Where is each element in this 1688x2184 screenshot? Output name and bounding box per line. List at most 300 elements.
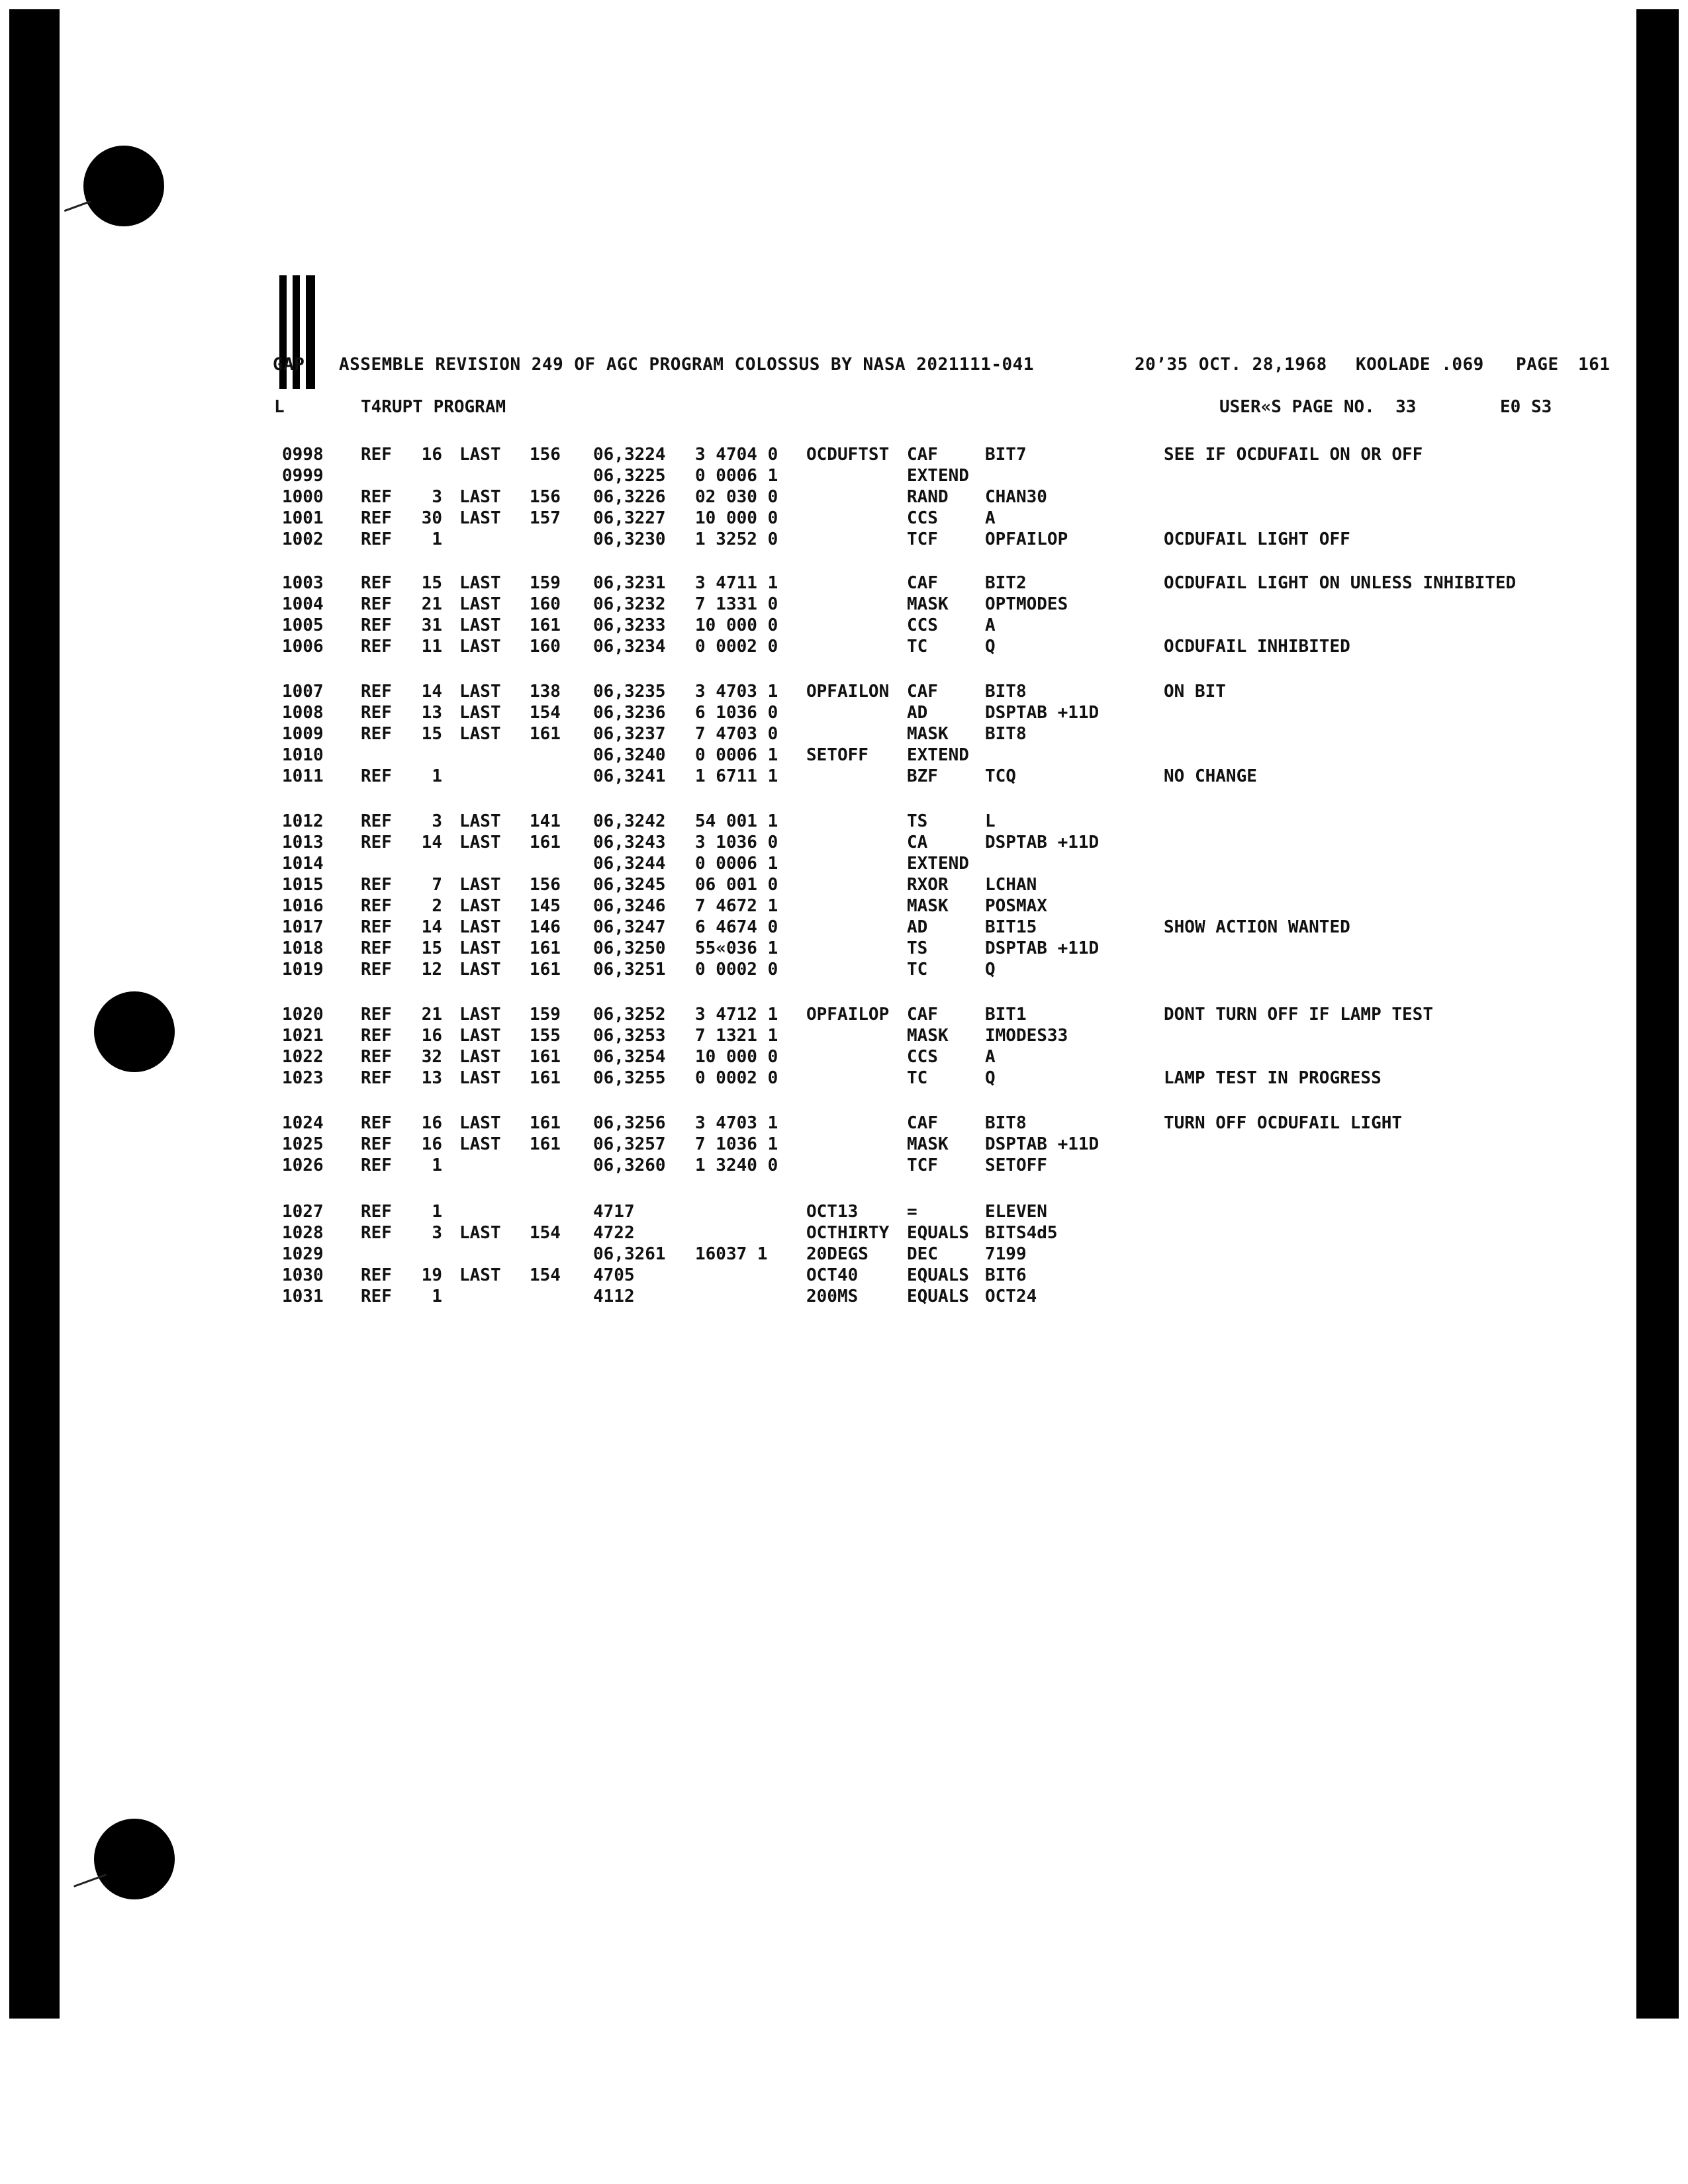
- last-keyword: LAST: [459, 960, 501, 979]
- opcode: CCS: [907, 1047, 938, 1067]
- last-keyword: LAST: [459, 703, 501, 723]
- last-page: 161: [530, 938, 561, 958]
- last-keyword: LAST: [459, 1134, 501, 1154]
- left-scan-border: [9, 9, 60, 2019]
- line-number: 1019: [282, 960, 324, 979]
- assembly-timestamp: 20’35 OCT. 28,1968: [1135, 355, 1327, 375]
- line-number: 1031: [282, 1287, 324, 1306]
- operand: 7199: [985, 1244, 1027, 1264]
- address: 06,3256: [593, 1113, 666, 1133]
- koolade-version: KOOLADE .069: [1356, 355, 1484, 375]
- octal-code: 7 1331 0: [695, 594, 778, 614]
- symbol-label: OPFAILON: [806, 682, 890, 702]
- opcode: AD: [907, 917, 928, 937]
- ref-keyword: REF: [361, 445, 392, 465]
- comment: ON BIT: [1164, 682, 1226, 702]
- address: 06,3244: [593, 854, 666, 874]
- comment: OCDUFAIL INHIBITED: [1164, 637, 1350, 657]
- line-number: 1029: [282, 1244, 324, 1264]
- operand: OPFAILOP: [985, 529, 1068, 549]
- program-title: T4RUPT PROGRAM: [361, 397, 506, 417]
- opcode: TS: [907, 938, 928, 958]
- sheet-code: E0 S3: [1500, 397, 1552, 417]
- opcode: EQUALS: [907, 1265, 969, 1285]
- last-page: 160: [530, 637, 561, 657]
- octal-code: 3 4703 1: [695, 1113, 778, 1133]
- line-number: 1004: [282, 594, 324, 614]
- operand: DSPTAB +11D: [985, 703, 1100, 723]
- line-number: 1023: [282, 1068, 324, 1088]
- opcode: DEC: [907, 1244, 938, 1264]
- operand: A: [985, 615, 996, 635]
- operand: Q: [985, 637, 996, 657]
- comment: OCDUFAIL LIGHT ON UNLESS INHIBITED: [1164, 573, 1517, 593]
- opcode: TC: [907, 1068, 928, 1088]
- line-number: 1027: [282, 1202, 324, 1222]
- last-keyword: LAST: [459, 1026, 501, 1046]
- operand: A: [985, 1047, 996, 1067]
- symbol-label: OCT40: [806, 1265, 859, 1285]
- ref-count: 16: [421, 445, 442, 465]
- address: 06,3254: [593, 1047, 666, 1067]
- page-number: 161: [1578, 355, 1611, 375]
- ref-keyword: REF: [361, 766, 392, 786]
- last-page: 146: [530, 917, 561, 937]
- octal-code: 10 000 0: [695, 508, 778, 528]
- opcode: AD: [907, 703, 928, 723]
- octal-code: 3 4703 1: [695, 682, 778, 702]
- last-keyword: LAST: [459, 875, 501, 895]
- last-page: 161: [530, 960, 561, 979]
- operand: L: [985, 811, 996, 831]
- address: 4705: [593, 1265, 635, 1285]
- comment: SEE IF OCDUFAIL ON OR OFF: [1164, 445, 1423, 465]
- line-number: 1015: [282, 875, 324, 895]
- address: 06,3257: [593, 1134, 666, 1154]
- operand: BIT2: [985, 573, 1027, 593]
- octal-code: 7 1036 1: [695, 1134, 778, 1154]
- ref-keyword: REF: [361, 811, 392, 831]
- opcode: CCS: [907, 508, 938, 528]
- address: 06,3234: [593, 637, 666, 657]
- ref-count: 21: [421, 1005, 442, 1024]
- ref-count: 1: [432, 1202, 442, 1222]
- line-number: 1010: [282, 745, 324, 765]
- opcode: EQUALS: [907, 1223, 969, 1243]
- line-number: 1028: [282, 1223, 324, 1243]
- ref-keyword: REF: [361, 529, 392, 549]
- line-number: 1016: [282, 896, 324, 916]
- ref-count: 3: [432, 1223, 442, 1243]
- symbol-label: 20DEGS: [806, 1244, 868, 1264]
- line-number: 1000: [282, 487, 324, 507]
- operand: IMODES33: [985, 1026, 1068, 1046]
- symbol-label: OCTHIRTY: [806, 1223, 890, 1243]
- comment: DONT TURN OFF IF LAMP TEST: [1164, 1005, 1433, 1024]
- ref-keyword: REF: [361, 938, 392, 958]
- ref-count: 7: [432, 875, 442, 895]
- octal-code: 7 4672 1: [695, 896, 778, 916]
- octal-code: 16037 1: [695, 1244, 768, 1264]
- last-keyword: LAST: [459, 615, 501, 635]
- address: 06,3224: [593, 445, 666, 465]
- ref-count: 1: [432, 1287, 442, 1306]
- address: 06,3245: [593, 875, 666, 895]
- octal-code: 3 4712 1: [695, 1005, 778, 1024]
- octal-code: 1 3252 0: [695, 529, 778, 549]
- ref-count: 11: [421, 637, 442, 657]
- address: 06,3230: [593, 529, 666, 549]
- last-keyword: LAST: [459, 1047, 501, 1067]
- ref-keyword: REF: [361, 1005, 392, 1024]
- punch-hole-middle: [94, 991, 175, 1072]
- octal-code: 55«036 1: [695, 938, 778, 958]
- line-number: 1009: [282, 724, 324, 744]
- last-page: 156: [530, 487, 561, 507]
- last-keyword: LAST: [459, 833, 501, 852]
- comment: OCDUFAIL LIGHT OFF: [1164, 529, 1350, 549]
- last-keyword: LAST: [459, 1113, 501, 1133]
- last-page: 159: [530, 1005, 561, 1024]
- ref-count: 15: [421, 573, 442, 593]
- ref-count: 3: [432, 811, 442, 831]
- last-page: 161: [530, 1068, 561, 1088]
- ref-keyword: REF: [361, 833, 392, 852]
- ref-keyword: REF: [361, 1223, 392, 1243]
- last-page: 157: [530, 508, 561, 528]
- subheader-code: L: [274, 397, 285, 417]
- octal-code: 0 0002 0: [695, 1068, 778, 1088]
- ref-count: 14: [421, 833, 442, 852]
- opcode: RXOR: [907, 875, 949, 895]
- address: 4717: [593, 1202, 635, 1222]
- opcode: CA: [907, 833, 928, 852]
- user-page-number: USER«S PAGE NO. 33: [1219, 397, 1417, 417]
- ref-keyword: REF: [361, 487, 392, 507]
- ref-keyword: REF: [361, 1202, 392, 1222]
- opcode: CAF: [907, 445, 938, 465]
- ref-count: 1: [432, 1156, 442, 1175]
- last-keyword: LAST: [459, 811, 501, 831]
- line-number: 1024: [282, 1113, 324, 1133]
- symbol-label: OPFAILOP: [806, 1005, 890, 1024]
- last-page: 161: [530, 1113, 561, 1133]
- operand: CHAN30: [985, 487, 1047, 507]
- line-number: 1020: [282, 1005, 324, 1024]
- opcode: EQUALS: [907, 1287, 969, 1306]
- address: 06,3233: [593, 615, 666, 635]
- ref-keyword: REF: [361, 1047, 392, 1067]
- address: 06,3237: [593, 724, 666, 744]
- address: 06,3260: [593, 1156, 666, 1175]
- last-page: 141: [530, 811, 561, 831]
- line-number: 1006: [282, 637, 324, 657]
- last-page: 156: [530, 445, 561, 465]
- octal-code: 02 030 0: [695, 487, 778, 507]
- ref-keyword: REF: [361, 1026, 392, 1046]
- opcode: BZF: [907, 766, 938, 786]
- ref-count: 1: [432, 766, 442, 786]
- ref-count: 31: [421, 615, 442, 635]
- operand: TCQ: [985, 766, 1016, 786]
- line-number: 1005: [282, 615, 324, 635]
- opcode: TCF: [907, 1156, 938, 1175]
- address: 06,3251: [593, 960, 666, 979]
- line-number: 1014: [282, 854, 324, 874]
- last-page: 154: [530, 1265, 561, 1285]
- line-number: 1018: [282, 938, 324, 958]
- ref-count: 21: [421, 594, 442, 614]
- address: 06,3226: [593, 487, 666, 507]
- operand: A: [985, 508, 996, 528]
- opcode: MASK: [907, 896, 949, 916]
- ref-keyword: REF: [361, 917, 392, 937]
- ref-count: 19: [421, 1265, 442, 1285]
- last-page: 161: [530, 833, 561, 852]
- opcode: MASK: [907, 724, 949, 744]
- address: 06,3246: [593, 896, 666, 916]
- ref-keyword: REF: [361, 1134, 392, 1154]
- operand: Q: [985, 1068, 996, 1088]
- address: 06,3261: [593, 1244, 666, 1264]
- line-number: 1007: [282, 682, 324, 702]
- octal-code: 06 001 0: [695, 875, 778, 895]
- symbol-label: OCT13: [806, 1202, 859, 1222]
- address: 06,3242: [593, 811, 666, 831]
- octal-code: 0 0002 0: [695, 637, 778, 657]
- line-number: 1021: [282, 1026, 324, 1046]
- gap-label: GAP: [273, 355, 305, 375]
- line-number: 1017: [282, 917, 324, 937]
- right-scan-border: [1636, 9, 1679, 2019]
- operand: DSPTAB +11D: [985, 833, 1100, 852]
- address: 06,3243: [593, 833, 666, 852]
- ref-keyword: REF: [361, 703, 392, 723]
- ref-count: 15: [421, 724, 442, 744]
- last-keyword: LAST: [459, 508, 501, 528]
- line-number: 1013: [282, 833, 324, 852]
- octal-code: 1 3240 0: [695, 1156, 778, 1175]
- octal-code: 7 4703 0: [695, 724, 778, 744]
- line-number: 1002: [282, 529, 324, 549]
- last-page: 138: [530, 682, 561, 702]
- address: 4722: [593, 1223, 635, 1243]
- ref-keyword: REF: [361, 960, 392, 979]
- address: 06,3250: [593, 938, 666, 958]
- opcode: CCS: [907, 615, 938, 635]
- operand: BIT15: [985, 917, 1037, 937]
- operand: ELEVEN: [985, 1202, 1047, 1222]
- opcode: TCF: [907, 529, 938, 549]
- ref-keyword: REF: [361, 1287, 392, 1306]
- operand: BIT8: [985, 724, 1027, 744]
- ref-count: 12: [421, 960, 442, 979]
- last-keyword: LAST: [459, 594, 501, 614]
- page-label: PAGE: [1516, 355, 1559, 375]
- operand: OCT24: [985, 1287, 1037, 1306]
- last-keyword: LAST: [459, 487, 501, 507]
- ref-count: 15: [421, 938, 442, 958]
- address: 06,3247: [593, 917, 666, 937]
- ref-keyword: REF: [361, 682, 392, 702]
- ref-count: 3: [432, 487, 442, 507]
- last-keyword: LAST: [459, 1223, 501, 1243]
- address: 06,3252: [593, 1005, 666, 1024]
- octal-code: 3 4704 0: [695, 445, 778, 465]
- octal-code: 7 1321 1: [695, 1026, 778, 1046]
- address: 4112: [593, 1287, 635, 1306]
- comment: TURN OFF OCDUFAIL LIGHT: [1164, 1113, 1403, 1133]
- line-number: 0998: [282, 445, 324, 465]
- operand: BIT8: [985, 682, 1027, 702]
- operand: OPTMODES: [985, 594, 1068, 614]
- ref-count: 16: [421, 1026, 442, 1046]
- last-keyword: LAST: [459, 1265, 501, 1285]
- last-page: 159: [530, 573, 561, 593]
- symbol-label: OCDUFTST: [806, 445, 890, 465]
- last-keyword: LAST: [459, 1005, 501, 1024]
- address: 06,3240: [593, 745, 666, 765]
- opcode: MASK: [907, 1026, 949, 1046]
- ref-count: 16: [421, 1134, 442, 1154]
- ref-count: 16: [421, 1113, 442, 1133]
- symbol-label: SETOFF: [806, 745, 868, 765]
- ref-keyword: REF: [361, 1156, 392, 1175]
- listing-title: ASSEMBLE REVISION 249 OF AGC PROGRAM COLOSSUS BY NASA 2021111-041: [339, 355, 1034, 375]
- opcode: TC: [907, 637, 928, 657]
- line-number: 1012: [282, 811, 324, 831]
- ref-keyword: REF: [361, 1265, 392, 1285]
- opcode: CAF: [907, 682, 938, 702]
- ref-keyword: REF: [361, 615, 392, 635]
- operand: POSMAX: [985, 896, 1047, 916]
- ref-keyword: REF: [361, 508, 392, 528]
- last-keyword: LAST: [459, 938, 501, 958]
- ref-keyword: REF: [361, 896, 392, 916]
- last-page: 155: [530, 1026, 561, 1046]
- octal-code: 0 0006 1: [695, 466, 778, 486]
- address: 06,3253: [593, 1026, 666, 1046]
- ref-count: 30: [421, 508, 442, 528]
- ref-count: 14: [421, 682, 442, 702]
- last-page: 156: [530, 875, 561, 895]
- ref-keyword: REF: [361, 724, 392, 744]
- line-number: 1001: [282, 508, 324, 528]
- octal-code: 0 0002 0: [695, 960, 778, 979]
- comment: SHOW ACTION WANTED: [1164, 917, 1350, 937]
- last-page: 161: [530, 1134, 561, 1154]
- last-keyword: LAST: [459, 917, 501, 937]
- operand: DSPTAB +11D: [985, 1134, 1100, 1154]
- ref-count: 1: [432, 529, 442, 549]
- ref-count: 2: [432, 896, 442, 916]
- line-number: 1025: [282, 1134, 324, 1154]
- operand: BIT8: [985, 1113, 1027, 1133]
- last-page: 145: [530, 896, 561, 916]
- last-page: 161: [530, 1047, 561, 1067]
- opcode: CAF: [907, 1113, 938, 1133]
- ref-count: 14: [421, 917, 442, 937]
- last-page: 160: [530, 594, 561, 614]
- margin-tick-mark: [64, 201, 91, 212]
- ref-count: 32: [421, 1047, 442, 1067]
- last-keyword: LAST: [459, 573, 501, 593]
- address: 06,3236: [593, 703, 666, 723]
- operand: SETOFF: [985, 1156, 1047, 1175]
- operand: BIT1: [985, 1005, 1027, 1024]
- line-number: 1008: [282, 703, 324, 723]
- address: 06,3255: [593, 1068, 666, 1088]
- address: 06,3232: [593, 594, 666, 614]
- line-number: 1011: [282, 766, 324, 786]
- opcode: =: [907, 1202, 917, 1222]
- opcode: TS: [907, 811, 928, 831]
- ref-keyword: REF: [361, 637, 392, 657]
- last-keyword: LAST: [459, 445, 501, 465]
- opcode: MASK: [907, 1134, 949, 1154]
- last-keyword: LAST: [459, 1068, 501, 1088]
- octal-code: 10 000 0: [695, 615, 778, 635]
- address: 06,3227: [593, 508, 666, 528]
- last-keyword: LAST: [459, 896, 501, 916]
- ref-count: 13: [421, 703, 442, 723]
- line-number: 1003: [282, 573, 324, 593]
- punch-hole-top: [83, 146, 164, 226]
- ref-keyword: REF: [361, 1113, 392, 1133]
- last-page: 154: [530, 703, 561, 723]
- ref-keyword: REF: [361, 1068, 392, 1088]
- address: 06,3231: [593, 573, 666, 593]
- last-page: 161: [530, 724, 561, 744]
- line-number: 1026: [282, 1156, 324, 1175]
- operand: BIT6: [985, 1265, 1027, 1285]
- operand: Q: [985, 960, 996, 979]
- last-page: 154: [530, 1223, 561, 1243]
- operand: BIT7: [985, 445, 1027, 465]
- opcode: MASK: [907, 594, 949, 614]
- last-keyword: LAST: [459, 724, 501, 744]
- octal-code: 3 1036 0: [695, 833, 778, 852]
- opcode: EXTEND: [907, 745, 969, 765]
- ref-keyword: REF: [361, 594, 392, 614]
- symbol-label: 200MS: [806, 1287, 859, 1306]
- opcode: CAF: [907, 1005, 938, 1024]
- octal-code: 10 000 0: [695, 1047, 778, 1067]
- octal-code: 0 0006 1: [695, 745, 778, 765]
- line-number: 0999: [282, 466, 324, 486]
- octal-code: 54 001 1: [695, 811, 778, 831]
- comment: LAMP TEST IN PROGRESS: [1164, 1068, 1382, 1088]
- line-number: 1030: [282, 1265, 324, 1285]
- operand: DSPTAB +11D: [985, 938, 1100, 958]
- octal-code: 3 4711 1: [695, 573, 778, 593]
- address: 06,3241: [593, 766, 666, 786]
- operand: LCHAN: [985, 875, 1037, 895]
- last-keyword: LAST: [459, 682, 501, 702]
- comment: NO CHANGE: [1164, 766, 1257, 786]
- ref-keyword: REF: [361, 573, 392, 593]
- octal-code: 6 1036 0: [695, 703, 778, 723]
- octal-code: 1 6711 1: [695, 766, 778, 786]
- opcode: EXTEND: [907, 466, 969, 486]
- punch-hole-bottom: [94, 1819, 175, 1899]
- last-page: 161: [530, 615, 561, 635]
- opcode: TC: [907, 960, 928, 979]
- octal-code: 6 4674 0: [695, 917, 778, 937]
- operand: BITS4d5: [985, 1223, 1058, 1243]
- line-number: 1022: [282, 1047, 324, 1067]
- last-keyword: LAST: [459, 637, 501, 657]
